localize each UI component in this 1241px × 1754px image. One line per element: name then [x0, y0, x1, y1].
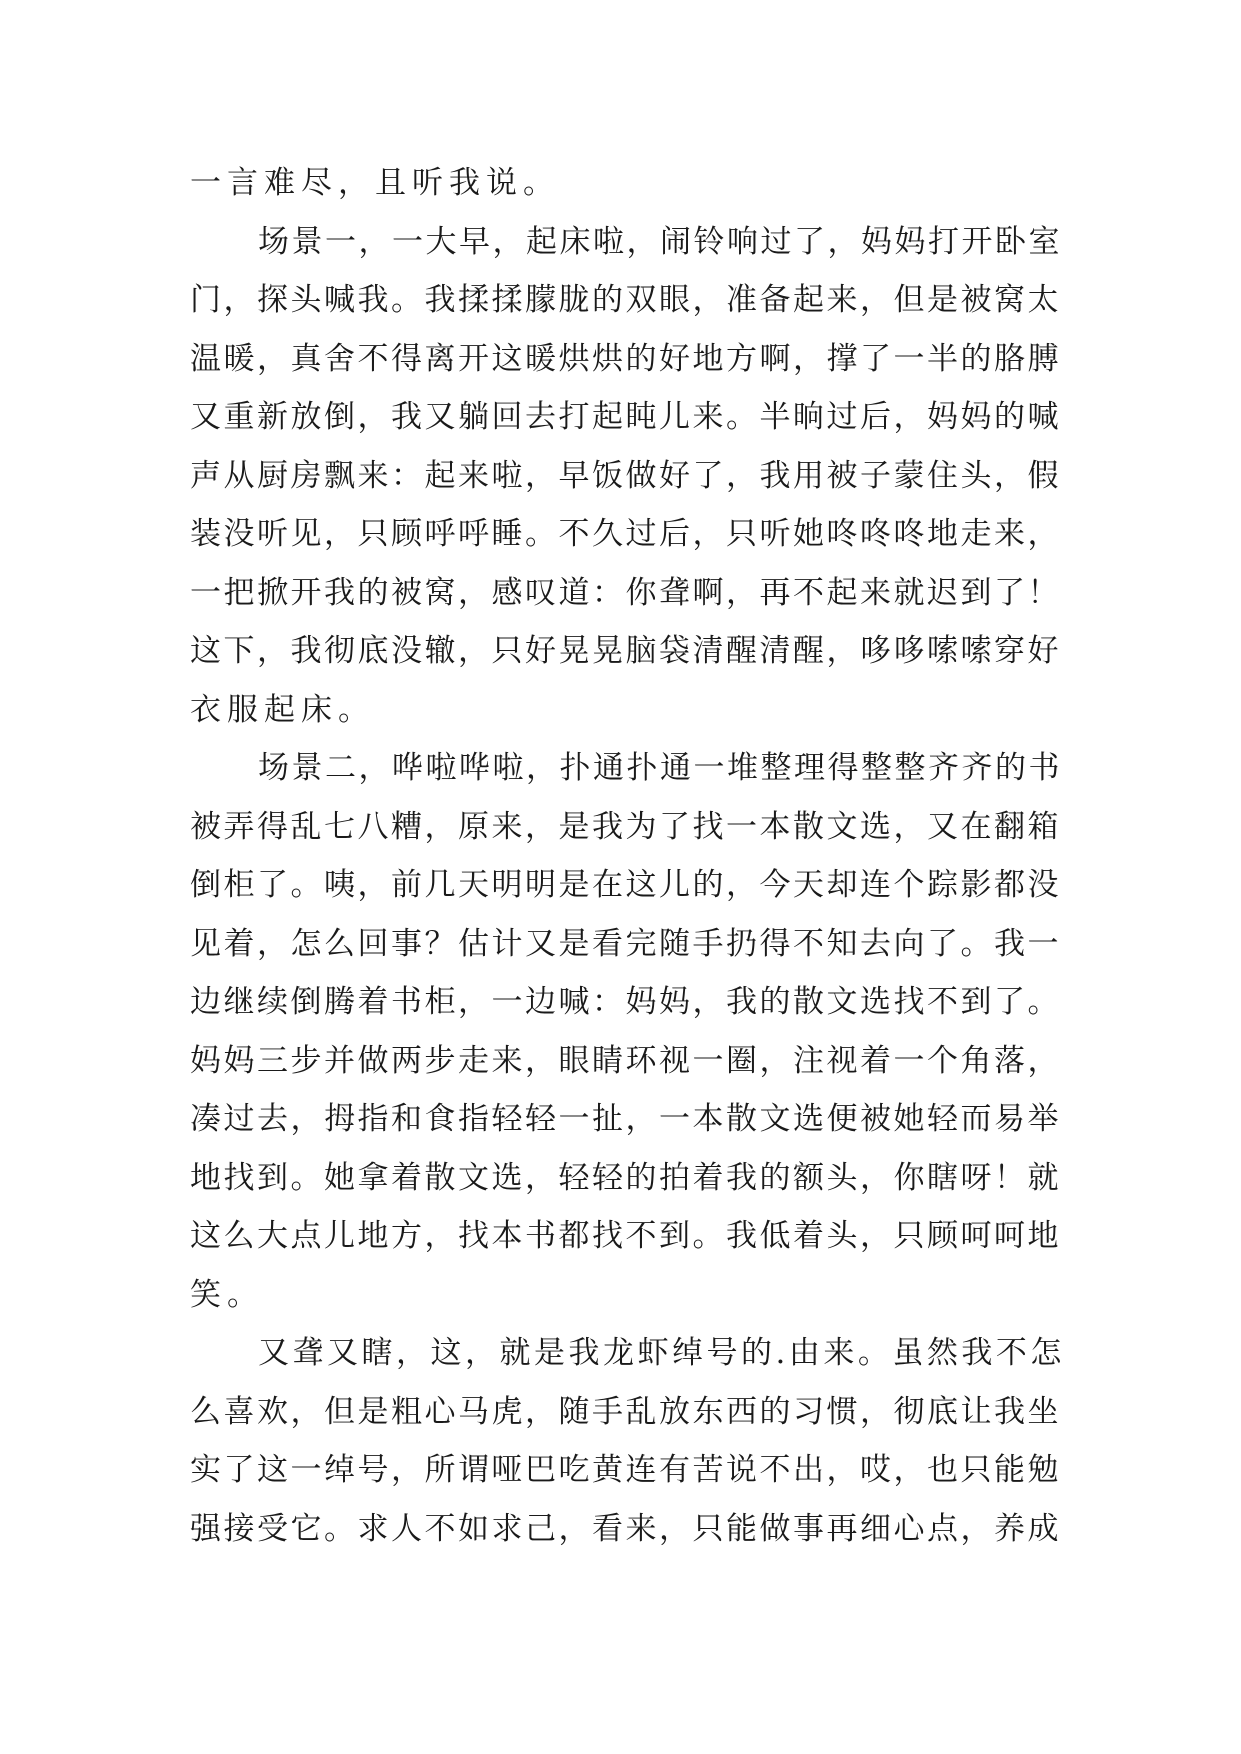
- text-line: 装没听见，只顾呼呼睡。不久过后，只听她咚咚咚地走来，: [190, 516, 1061, 552]
- text-line: 妈妈三步并做两步走来，眼睛环视一圈，注视着一个角落，: [190, 1042, 1061, 1079]
- document-body: [190, 154, 1070, 1558]
- text-line: 衣服起床。: [190, 691, 375, 728]
- text-line: 这么大点儿地方，找本书都找不到。我低着头，只顾呵呵地: [190, 1218, 1061, 1254]
- text-line: 声从厨房飘来：起来啦，早饭做好了，我用被子蒙住头，假: [190, 457, 1061, 494]
- text-line: 边继续倒腾着书柜，一边喊：妈妈，我的散文选找不到了。: [190, 984, 1061, 1020]
- text-line: 凑过去，拇指和食指轻轻一扯，一本散文选便被她轻而易举: [190, 1101, 1061, 1137]
- text-line: 地找到。她拿着散文选，轻轻的拍着我的额头，你瞎呀！就: [190, 1159, 1061, 1196]
- text-line: 见着，怎么回事？估计又是看完随手扔得不知去向了。我一: [190, 925, 1061, 962]
- text-line: 一言难尽，且听我说。: [190, 165, 560, 201]
- text-line: 场景二，哗啦哗啦，扑通扑通一堆整理得整整齐齐的书: [258, 750, 1062, 786]
- text-line: 又聋又瞎，这，就是我龙虾绰号的.由来。虽然我不怎: [258, 1335, 1065, 1371]
- text-line: 又重新放倒，我又躺回去打起盹儿来。半晌过后，妈妈的喊: [190, 399, 1061, 435]
- text-line: 实了这一绰号，所谓哑巴吃黄连有苦说不出，哎，也只能勉: [190, 1452, 1061, 1488]
- text-line: 温暖，真舍不得离开这暖烘烘的好地方啊，撑了一半的胳膊: [190, 340, 1061, 377]
- text-line: 被弄得乱七八糟，原来，是我为了找一本散文选，又在翻箱: [190, 808, 1061, 845]
- text-line: 场景一，一大早，起床啦，闹铃响过了，妈妈打开卧室: [258, 223, 1062, 260]
- text-line: 么喜欢，但是粗心马虎，随手乱放东西的习惯，彻底让我坐: [190, 1393, 1061, 1430]
- text-line: 倒柜了。咦，前几天明明是在这儿的，今天却连个踪影都没: [190, 867, 1061, 903]
- text-line: 一把掀开我的被窝，感叹道：你聋啊，再不起来就迟到了！: [190, 574, 1061, 611]
- text-line: 这下，我彻底没辙，只好晃晃脑袋清醒清醒，哆哆嗦嗦穿好: [190, 633, 1061, 669]
- text-line: 门，探头喊我。我揉揉朦胧的双眼，准备起来，但是被窝太: [190, 282, 1061, 318]
- text-line: 强接受它。求人不如求己，看来，只能做事再细心点，养成: [190, 1510, 1061, 1547]
- text-line: 笑。: [190, 1276, 264, 1313]
